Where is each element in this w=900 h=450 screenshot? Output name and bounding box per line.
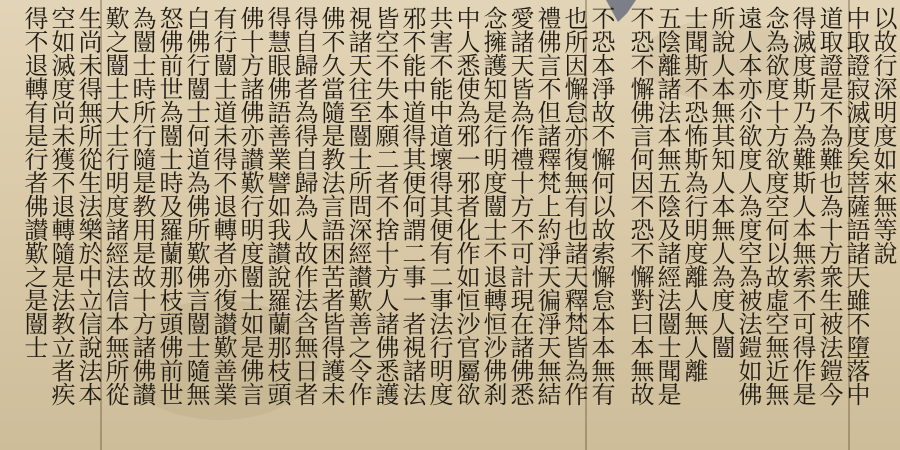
text-column: 以故行深明度如來無等說 [869, 6, 897, 265]
text-column: 禮佛言不但諸釋梵上約淨天徧淨天無結 [533, 6, 561, 406]
text-column: 為闓士時所行隨是教用是故十方諸佛讃 [128, 6, 156, 406]
text-column: 念為欲度十方欲度空何以故虛空無近無 [761, 6, 789, 406]
text-column: 所說人本無其知人本無人為度人闓 [707, 6, 735, 359]
text-column: 五陰離諸法本無五陰及諸經法闓士聞是 [653, 6, 681, 406]
text-column: 念擁護知是行明度闓士不退轉恒沙佛刹 [479, 6, 507, 406]
text-column: 佛不久當隨是教法言語困苦者皆得護未 [317, 6, 345, 406]
text-column: 愛諸天皆為作禮十方不可計現在諸佛悉 [506, 6, 534, 406]
text-column: 得自歸者為得自歸為人故作法含無日者 [290, 6, 318, 406]
text-column: 佛十方諸佛亦讃歎行明度闓士如是佛言 [236, 6, 264, 406]
text-column: 共害不能中道壞得其便有二事法行明度 [425, 6, 453, 406]
text-column: 遠人本亦尒欲度人為度空為被法鎧如佛 [734, 6, 762, 406]
text-column: 也所因懈怠亦復無有也諸天釋梵皆為作 [560, 6, 588, 406]
text-column: 生尚未得無所從生法樂於中立信說法本 [74, 6, 102, 406]
text-column: 得滅度斯乃為難斯人本無索不可得作是 [788, 6, 816, 406]
text-column: 怒佛前世為闓士時及羅蘭那枝頭佛前世 [155, 6, 183, 406]
text-column: 歎之闓士大士行明度諸經法信本無所從 [101, 6, 129, 406]
text-column: 中取證寂滅度矣菩薩語諸天雖不墮落中 [842, 6, 870, 406]
text-column: 空如滅度尚未獲不退轉隨是法教立者疾 [47, 6, 75, 406]
text-column: 不恐不懈佛言何因不恐不懈對曰本無故 [626, 6, 654, 406]
text-column: 中人悉使為邪一邪者化作如恒沙官屬欲 [452, 6, 480, 406]
text-column: 視諸天往至闓士所問深經讃歎善之令作 [344, 6, 372, 406]
text-column: 有行闓士道未得不退轉者亦復讃歎善業 [209, 6, 237, 406]
text-column: 得慧眼佛語善業譬如我讃說羅蘭那枝頭 [263, 6, 291, 406]
text-column: 道取證是不為難也為十方衆生被法鎧今 [815, 6, 843, 406]
text-column: 邪不能中道得其便何謂二事一者視諸法 [398, 6, 426, 406]
text-column: 不恐本淨故不懈何以故索懈怠本本無有 [587, 6, 615, 406]
text-column: 得不退轉有是行者佛讃歎之是闓士 [20, 6, 48, 359]
text-column: 白佛行闓士何道為佛所歎佛言闓士隨無 [182, 6, 210, 406]
text-column: 士聞斯不恐怖斯為行明度離人無人離 [680, 6, 708, 382]
text-column: 皆空不失本願二者不捨十方人諸佛悉護 [371, 6, 399, 406]
